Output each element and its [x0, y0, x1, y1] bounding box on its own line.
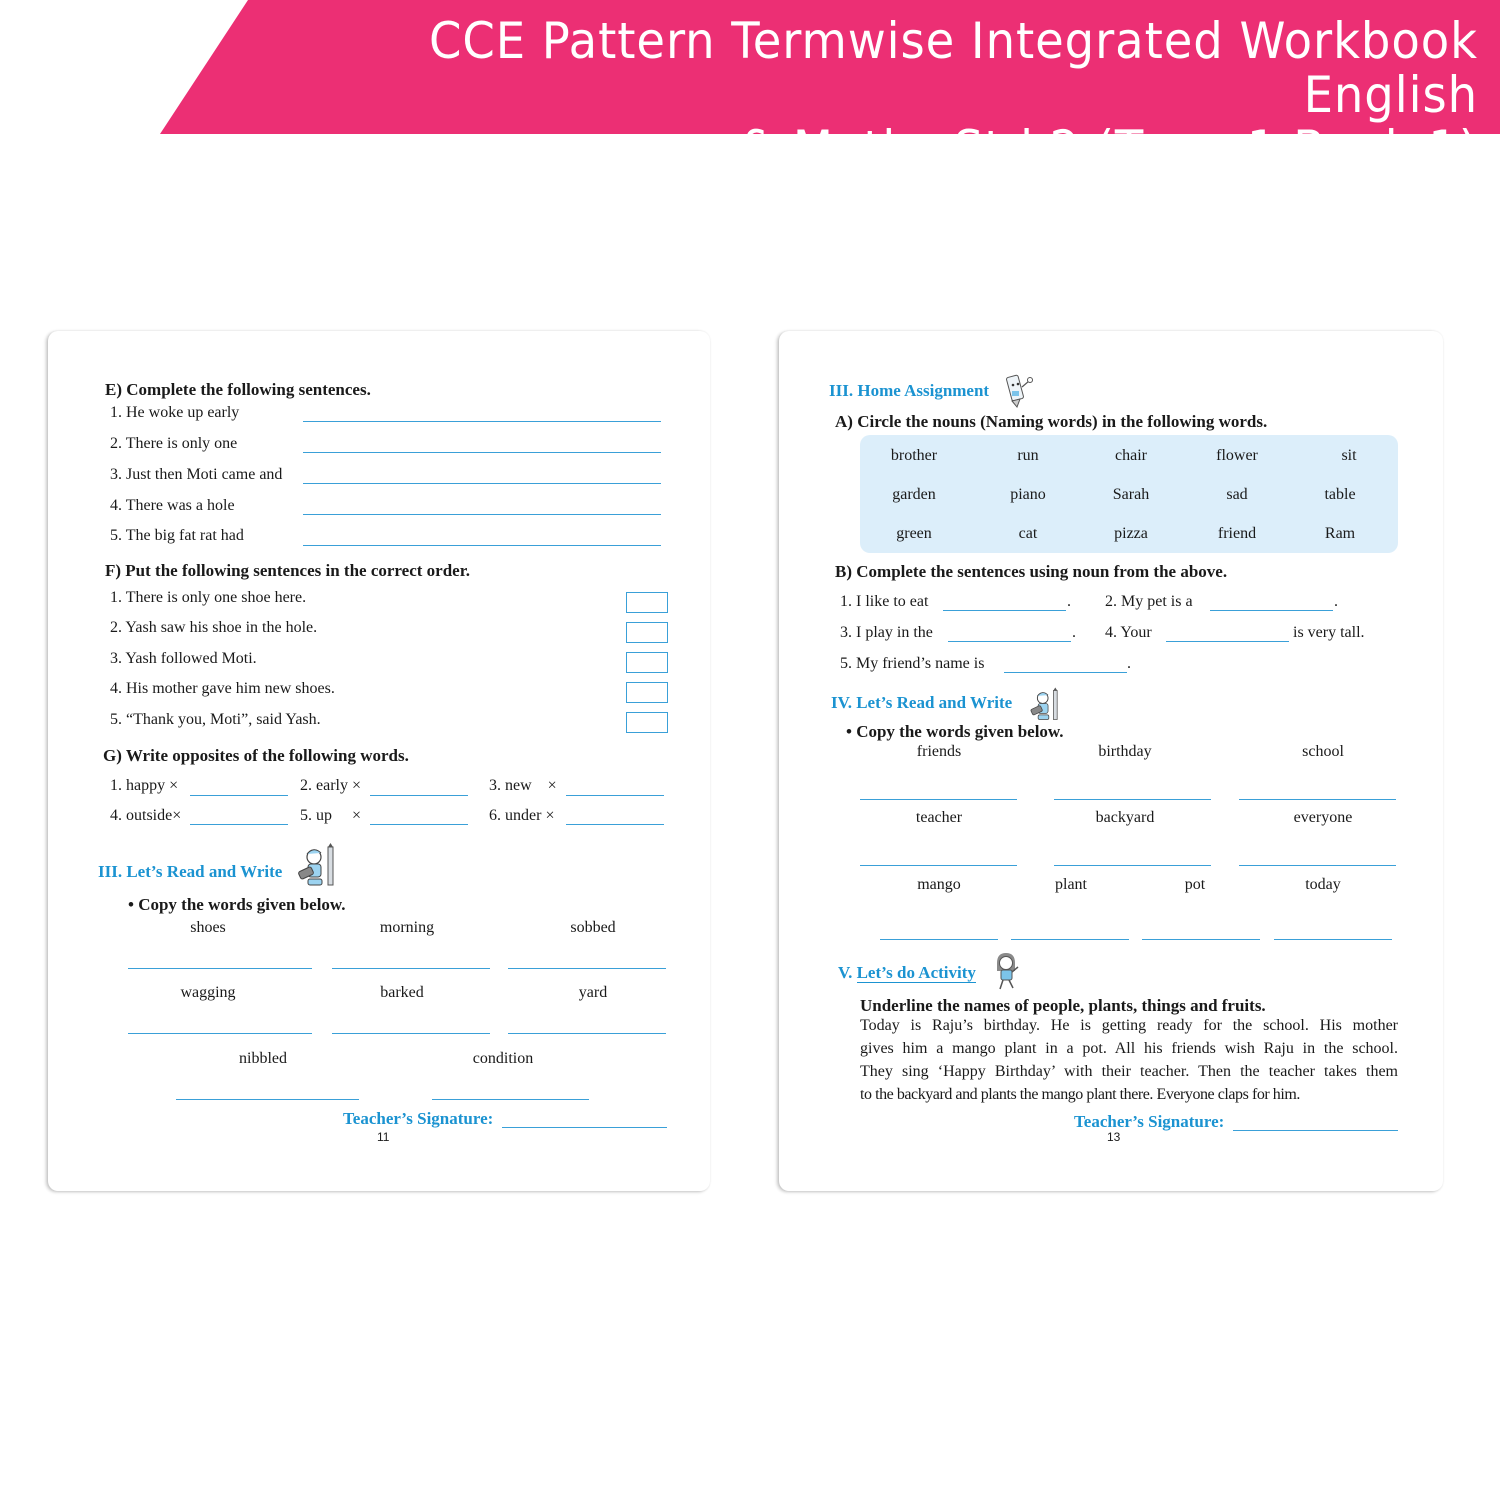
- noun-word[interactable]: Sarah: [1112, 486, 1150, 503]
- order-box-5[interactable]: [626, 712, 668, 733]
- teacher-signature-line[interactable]: [1233, 1130, 1398, 1131]
- opposite-line-1[interactable]: [190, 795, 288, 796]
- answer-line-e-4[interactable]: [303, 514, 661, 515]
- sentence-e-2: 2. There is only one: [110, 435, 238, 452]
- noun-blank-2[interactable]: [1210, 610, 1333, 611]
- opposite-line-6[interactable]: [566, 824, 664, 825]
- copy-word-birthday: birthday: [1098, 743, 1152, 760]
- noun-blank-1[interactable]: [943, 610, 1066, 611]
- section-v-number: V.: [838, 963, 853, 982]
- copy-line-5[interactable]: [332, 1033, 490, 1034]
- order-sentence-5: 5. “Thank you, Moti”, said Yash.: [110, 711, 321, 728]
- noun-sentence-4-end: is very tall.: [1293, 624, 1365, 641]
- copy-line-4[interactable]: [128, 1033, 312, 1034]
- copy-line-3[interactable]: [1239, 799, 1396, 800]
- order-sentence-2: 2. Yash saw his shoe in the hole.: [110, 619, 318, 636]
- order-sentence-4: 4. His mother gave him new shoes.: [110, 680, 335, 697]
- copy-word-backyard: backyard: [1095, 809, 1155, 826]
- copy-line-7[interactable]: [880, 939, 998, 940]
- noun-sentence-2: 2. My pet is a: [1105, 593, 1193, 610]
- girl-mascot-icon: [991, 951, 1021, 996]
- teacher-signature-line[interactable]: [502, 1127, 667, 1128]
- noun-word[interactable]: pizza: [1114, 525, 1148, 542]
- section-v-heading: [838, 963, 976, 983]
- copy-word-plant: plant: [1055, 876, 1087, 893]
- banner-title-line-1: CCE Pattern Termwise Integrated Workbook English: [428, 12, 1479, 124]
- noun-sentence-3-end: .: [1072, 624, 1076, 641]
- activity-instruction: Underline the names of people, plants, things and fruits.: [860, 996, 1266, 1015]
- copy-word-nibbled: nibbled: [239, 1050, 287, 1067]
- opposite-1: 1. happy ×: [110, 777, 179, 794]
- banner-title-line-2: & Maths Std 2 (Term 1 Book 1): [740, 120, 1478, 178]
- opposite-6: 6. under ×: [489, 807, 555, 824]
- home-assignment-heading: III. Home Assignment: [829, 381, 990, 400]
- opposite-4: 4. outside×: [110, 807, 182, 824]
- teacher-signature-label: Teacher’s Signature:: [343, 1109, 494, 1128]
- copy-word-today: today: [1305, 876, 1341, 893]
- copy-line-4[interactable]: [860, 865, 1017, 866]
- sentence-e-1: 1. He woke up early: [110, 404, 240, 421]
- copy-word-shoes: shoes: [190, 919, 226, 936]
- order-sentence-3: 3. Yash followed Moti.: [110, 650, 257, 667]
- answer-line-e-5[interactable]: [303, 545, 661, 546]
- page-number: 13: [1107, 1130, 1121, 1144]
- section-v-title: Let’s do Activity: [856, 963, 976, 982]
- copy-line-6[interactable]: [1239, 865, 1396, 866]
- opposite-line-4[interactable]: [190, 824, 288, 825]
- order-box-1[interactable]: [626, 592, 668, 613]
- noun-sentence-1: 1. I like to eat: [840, 593, 929, 610]
- noun-sentence-4: 4. Your: [1105, 624, 1152, 641]
- section-g-heading: G) Write opposites of the following words.: [103, 746, 409, 765]
- opposite-3: 3. new ×: [489, 777, 557, 794]
- noun-word[interactable]: run: [1017, 447, 1039, 464]
- section-e-heading: E) Complete the following sentences.: [105, 380, 371, 399]
- sentence-e-3: 3. Just then Moti came and: [110, 466, 283, 483]
- copy-words-instruction: • Copy the words given below.: [128, 895, 346, 914]
- sentence-e-4: 4. There was a hole: [110, 497, 235, 514]
- section-a-heading: A) Circle the nouns (Naming words) in the following words.: [835, 412, 1268, 431]
- noun-sentence-5: 5. My friend’s name is: [840, 655, 985, 672]
- pencil-mascot-icon: [1003, 373, 1035, 414]
- noun-sentence-2-end: .: [1334, 593, 1338, 610]
- copy-word-morning: morning: [379, 919, 435, 936]
- section-iv-heading: IV. Let’s Read and Write: [831, 693, 1013, 712]
- copy-word-condition: condition: [472, 1050, 534, 1067]
- noun-blank-4[interactable]: [1166, 641, 1289, 642]
- workbook-page-13: [779, 331, 1443, 1191]
- order-box-4[interactable]: [626, 682, 668, 703]
- page-number: 11: [377, 1130, 390, 1144]
- noun-word[interactable]: green: [896, 525, 932, 542]
- copy-line-5[interactable]: [1054, 865, 1211, 866]
- copy-line-7[interactable]: [176, 1099, 359, 1100]
- opposite-line-2[interactable]: [370, 795, 468, 796]
- copy-line-8[interactable]: [432, 1099, 589, 1100]
- noun-word[interactable]: sad: [1226, 486, 1248, 503]
- copy-word-teacher: teacher: [915, 809, 963, 826]
- order-sentence-1: 1. There is only one shoe here.: [110, 589, 307, 606]
- noun-word[interactable]: sit: [1341, 447, 1357, 464]
- noun-word[interactable]: chair: [1115, 447, 1147, 464]
- opposite-line-5[interactable]: [370, 824, 468, 825]
- answer-line-e-3[interactable]: [303, 483, 661, 484]
- opposite-5: 5. up ×: [300, 807, 362, 824]
- teacher-signature-label: Teacher’s Signature:: [1074, 1112, 1225, 1131]
- boy-with-pencil-mascot-icon: [296, 843, 338, 894]
- noun-word[interactable]: friend: [1217, 525, 1257, 542]
- noun-sentence-5-end: .: [1127, 655, 1131, 672]
- noun-sentence-3: 3. I play in the: [840, 624, 933, 641]
- copy-word-everyone: everyone: [1293, 809, 1353, 826]
- order-box-2[interactable]: [626, 622, 668, 643]
- banner-title: [269, 14, 1478, 176]
- copy-line-10[interactable]: [1274, 939, 1392, 940]
- copy-word-sobbed: sobbed: [570, 919, 616, 936]
- sentence-e-5: 5. The big fat rat had: [110, 527, 244, 544]
- copy-words-instruction: • Copy the words given below.: [846, 722, 1064, 741]
- order-box-3[interactable]: [626, 652, 668, 673]
- copy-word-pot: pot: [1184, 876, 1206, 893]
- noun-word[interactable]: brother: [890, 447, 938, 464]
- noun-word[interactable]: piano: [1010, 486, 1046, 503]
- section-iii-heading: III. Let’s Read and Write: [98, 862, 283, 881]
- copy-word-yard: yard: [578, 984, 608, 1001]
- noun-word[interactable]: flower: [1216, 447, 1258, 464]
- copy-line-2[interactable]: [332, 968, 490, 969]
- copy-word-friends: friends: [916, 743, 962, 760]
- copy-line-2[interactable]: [1054, 799, 1211, 800]
- copy-line-1[interactable]: [860, 799, 1017, 800]
- answer-line-e-2[interactable]: [303, 452, 661, 453]
- title-banner: [0, 0, 1500, 178]
- activity-paragraph-line-3: They sing ‘Happy Birthday’ with their teacher. Then the teacher takes them: [860, 1063, 1398, 1080]
- noun-blank-3[interactable]: [948, 641, 1071, 642]
- copy-word-mango: mango: [917, 876, 961, 893]
- opposite-line-3[interactable]: [566, 795, 664, 796]
- section-f-heading: F) Put the following sentences in the correct order.: [105, 561, 470, 580]
- activity-paragraph-line-2: gives him a mango plant in a pot. All his friends wish Raju in the school.: [860, 1040, 1398, 1057]
- copy-line-6[interactable]: [508, 1033, 666, 1034]
- noun-word[interactable]: cat: [1018, 525, 1038, 542]
- opposite-2: 2. early ×: [300, 777, 362, 794]
- copy-line-1[interactable]: [128, 968, 312, 969]
- noun-word[interactable]: garden: [892, 486, 936, 503]
- section-b-heading: B) Complete the sentences using noun from the above.: [835, 562, 1228, 581]
- copy-line-8[interactable]: [1011, 939, 1129, 940]
- copy-word-wagging: wagging: [180, 984, 236, 1001]
- workbook-page-11: [48, 331, 710, 1191]
- noun-word[interactable]: table: [1324, 486, 1356, 503]
- copy-line-3[interactable]: [508, 968, 666, 969]
- noun-word[interactable]: Ram: [1324, 525, 1356, 542]
- copy-word-school: school: [1302, 743, 1344, 760]
- activity-paragraph-line-1: Today is Raju’s birthday. He is getting ready for the school. His mother: [860, 1017, 1398, 1034]
- copy-word-barked: barked: [380, 984, 424, 1001]
- activity-paragraph-line-4: to the backyard and plants the mango plant there. Everyone claps for him.: [860, 1086, 1300, 1103]
- noun-blank-5[interactable]: [1004, 672, 1127, 673]
- copy-line-9[interactable]: [1142, 939, 1260, 940]
- noun-sentence-1-end: .: [1067, 593, 1071, 610]
- answer-line-e-1[interactable]: [303, 421, 661, 422]
